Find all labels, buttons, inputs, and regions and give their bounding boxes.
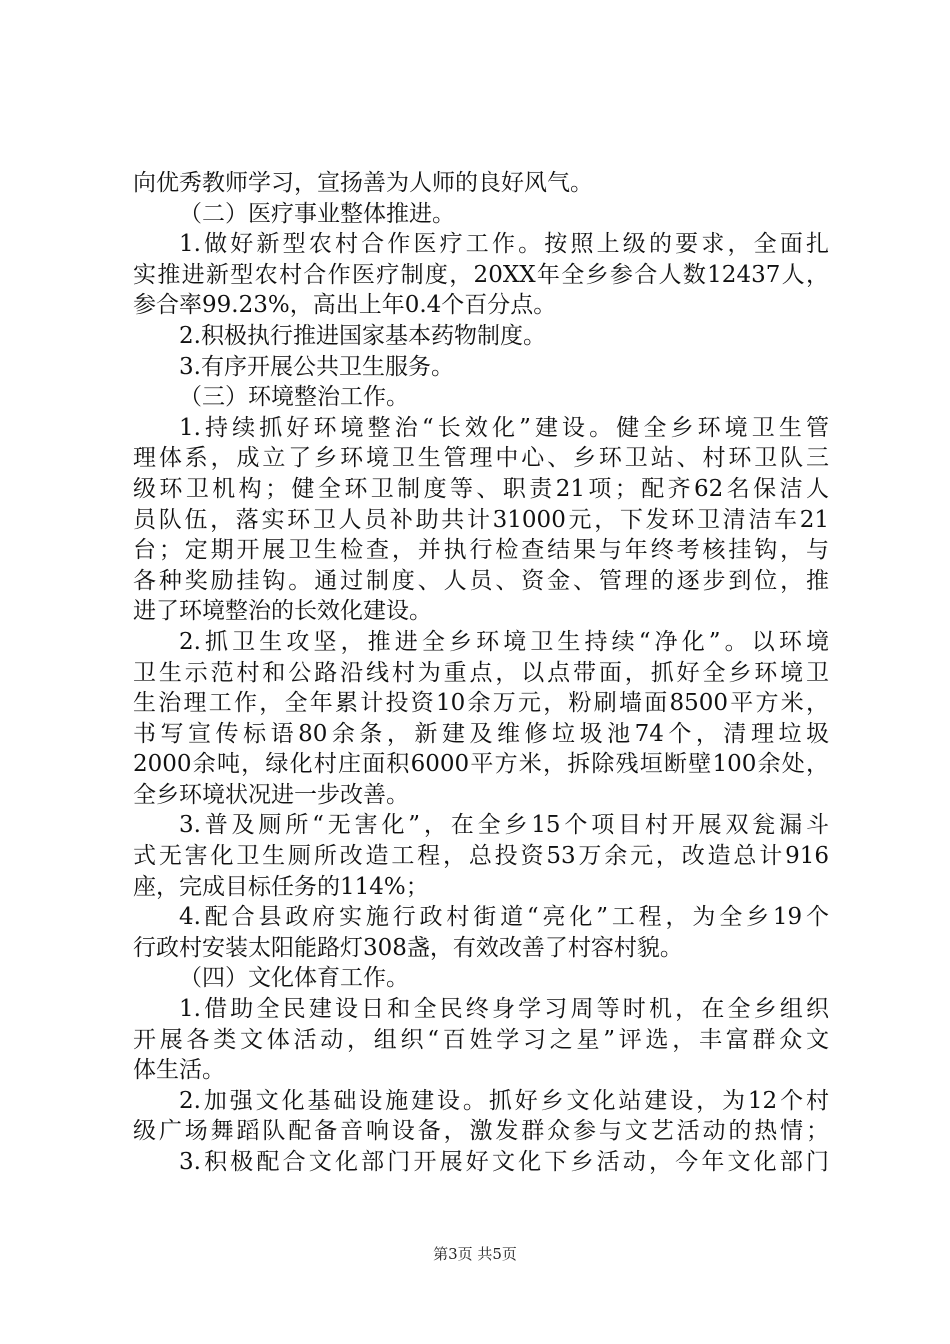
document-body bbox=[133, 168, 829, 1178]
text-line: 向优秀教师学习，宣扬善为人师的良好风气。 bbox=[133, 170, 593, 196]
text-line: 各种奖励挂钩。通过制度、人员、资金、管理的逐步到位，推 bbox=[133, 567, 829, 594]
text-line: 员队伍，落实环卫人员补助共计31000元，下发环卫清洁车21 bbox=[133, 506, 829, 533]
text-line: （三）环境整治工作。 bbox=[179, 384, 409, 411]
text-line: 2000余吨，绿化村庄面积6000平方米，拆除残垣断壁100余处， bbox=[133, 751, 829, 778]
text-line: 2.积极执行推进国家基本药物制度。 bbox=[179, 322, 546, 349]
text-line: 实推进新型农村合作医疗制度，20XX年全乡参合人数12437人， bbox=[133, 261, 829, 288]
text-line: 座，完成目标任务的114%； bbox=[133, 873, 429, 900]
text-line: 4.配合县政府实施行政村街道“亮化”工程，为全乡19个 bbox=[179, 904, 829, 931]
text-line: 开展各类文体活动，组织“百姓学习之星”评选，丰富群众文 bbox=[133, 1026, 829, 1053]
text-line: 3.有序开展公共卫生服务。 bbox=[179, 353, 454, 380]
text-line: 1.持续抓好环境整治“长效化”建设。健全乡环境卫生管 bbox=[179, 414, 829, 441]
page-footer: 第3页 共5页 bbox=[433, 1245, 517, 1263]
text-line: 参合率99.23%，高出上年0.4个百分点。 bbox=[133, 292, 557, 319]
text-line: 2.抓卫生攻坚，推进全乡环境卫生持续“净化”。以环境 bbox=[179, 628, 829, 655]
text-line: 3.普及厕所“无害化”，在全乡15个项目村开展双瓮漏斗 bbox=[179, 812, 829, 839]
text-line: 体生活。 bbox=[133, 1057, 225, 1084]
text-line: （四）文化体育工作。 bbox=[179, 965, 409, 992]
text-line: （二）医疗事业整体推进。 bbox=[179, 200, 455, 227]
text-line: 1.借助全民建设日和全民终身学习周等时机，在全乡组织 bbox=[179, 996, 829, 1023]
text-line: 级广场舞蹈队配备音响设备，激发群众参与文艺活动的热情； bbox=[133, 1118, 829, 1145]
text-line: 理体系，成立了乡环境卫生管理中心、乡环卫站、村环卫队三 bbox=[133, 445, 829, 472]
text-line: 卫生示范村和公路沿线村为重点，以点带面，抓好全乡环境卫 bbox=[133, 659, 829, 686]
text-line: 2.加强文化基础设施建设。抓好乡文化站建设，为12个村 bbox=[179, 1087, 829, 1114]
text-line: 台；定期开展卫生检查，并执行检查结果与年终考核挂钩，与 bbox=[133, 537, 829, 564]
text-line: 进了环境整治的长效化建设。 bbox=[133, 598, 432, 625]
text-line: 生治理工作，全年累计投资10余万元，粉刷墙面8500平方米， bbox=[133, 690, 829, 717]
text-line: 1.做好新型农村合作医疗工作。按照上级的要求，全面扎 bbox=[179, 231, 829, 258]
text-line: 式无害化卫生厕所改造工程，总投资53万余元，改造总计916 bbox=[133, 843, 829, 870]
text-line: 3.积极配合文化部门开展好文化下乡活动，今年文化部门 bbox=[179, 1149, 829, 1175]
text-line: 级环卫机构；健全环卫制度等、职责21项；配齐62名保洁人 bbox=[133, 475, 829, 502]
text-line: 行政村安装太阳能路灯308盏，有效改善了村容村貌。 bbox=[133, 934, 683, 961]
text-line: 书写宣传标语80余条，新建及维修垃圾池74个，清理垃圾 bbox=[133, 720, 829, 747]
text-line: 全乡环境状况进一步改善。 bbox=[133, 781, 409, 808]
